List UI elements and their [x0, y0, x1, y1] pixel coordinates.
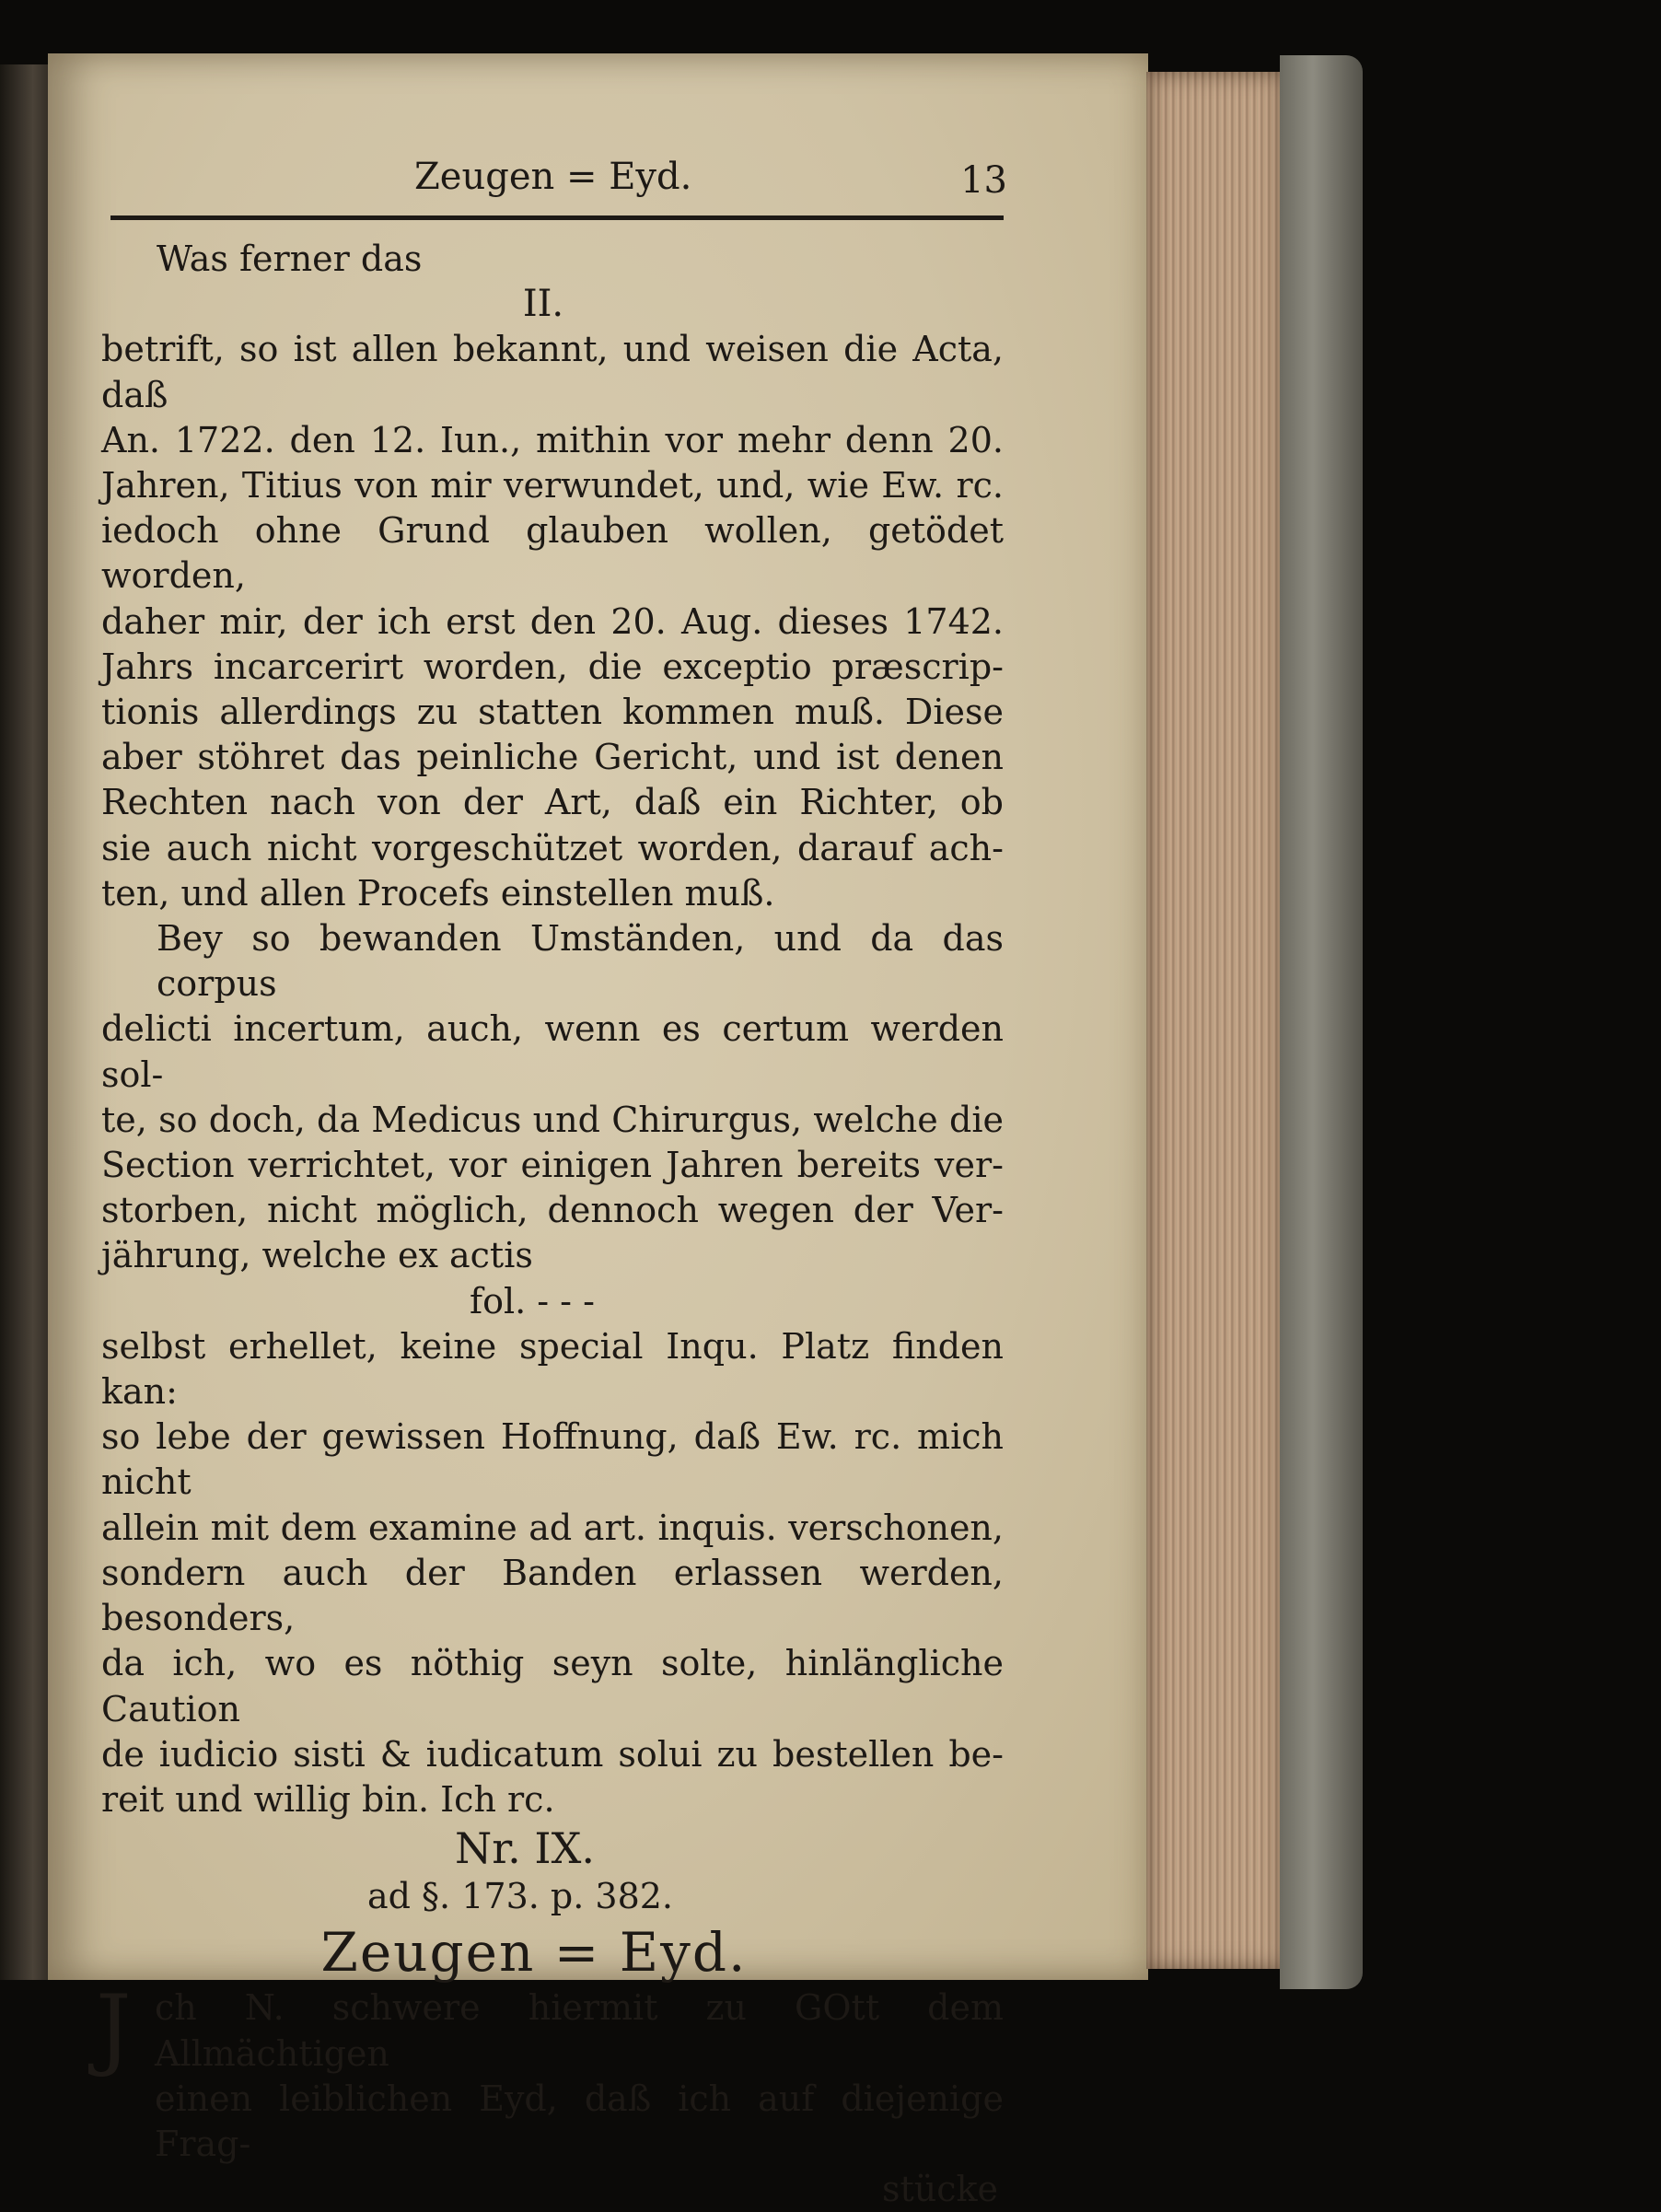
text-line: An. 1722. den 12. Iun., mithin vor mehr denn 20. — [101, 419, 1004, 460]
oath-paragraph — [96, 1976, 1004, 2167]
text-line: sie auch nicht vorgeschützet worden, darauf ach- — [101, 827, 1004, 868]
oath-title: Zeugen = Eyd. — [320, 1921, 748, 1985]
text-line: daher mir, der ich erst den 20. Aug. dieses 1742. — [101, 600, 1004, 642]
book-cover-edge — [1280, 55, 1363, 1989]
text-line: Jahrs incarcerirt worden, die exceptio præscrip- — [101, 646, 1004, 687]
header-rule — [110, 215, 1004, 220]
catchword: stücke — [881, 2169, 998, 2210]
running-head — [101, 147, 1007, 215]
text-line: einen leiblichen Eyd, daß ich auf diejenige Frag- — [155, 2078, 1004, 2164]
text-line: Rechten nach von der Art, daß ein Richter, ob — [101, 782, 1004, 823]
page-stack-edge — [1146, 72, 1284, 1969]
text-line: aber stöhret das peinliche Gericht, und ist denen — [101, 737, 1004, 778]
text-line: jährung, welche ex actis — [101, 1235, 533, 1276]
text-line: te, so doch, da Medicus und Chirurgus, welche die — [101, 1099, 1004, 1140]
text-line: iedoch ohne Grund glauben wollen, getödet worden, — [101, 510, 1004, 597]
text-line: Section verrichtet, vor einigen Jahren bereits ver- — [101, 1145, 1004, 1186]
text-line: da ich, wo es nöthig seyn solte, hinlängliche Caution — [101, 1643, 1004, 1729]
drop-cap: J — [96, 1976, 132, 2080]
paragraph-2 — [101, 916, 1004, 1279]
page-text — [96, 147, 1007, 2212]
text-line: Bey so bewanden Umständen, und da das corpus — [157, 918, 1004, 1005]
text-line: reit und willig bin. Ich rc. — [101, 1778, 555, 1820]
section-number-heading: Nr. IX. — [455, 1823, 595, 1874]
text-line: delicti incertum, auch, wenn es certum werden sol- — [101, 1008, 1004, 1095]
text-line: tionis allerdings zu statten kommen muß. Diese — [101, 692, 1004, 733]
text-line: ch N. schwere hiermit zu GOtt dem Allmächtigen — [155, 1987, 1004, 2074]
text-line: sondern auch der Banden erlassen werden, besonders, — [101, 1552, 1004, 1639]
paragraph-3 — [101, 1324, 1004, 1822]
text-line: ten, und allen Procefs einstellen muß. — [101, 872, 775, 914]
text-line: selbst erhellet, keine special Inqu. Platz finden kan: — [101, 1325, 1004, 1413]
text-line: de iudicio sisti & iudicatum solui zu bestellen be- — [101, 1733, 1004, 1775]
text-line: betrift, so ist allen bekannt, und weisen die Acta, daß — [101, 329, 1004, 415]
folio-reference: fol. - - - — [470, 1280, 595, 1321]
text-line: Jahren, Titius von mir verwundet, und, wie Ew. rc. — [101, 465, 1004, 506]
text-line: storben, nicht möglich, dennoch wegen der Ver- — [101, 1190, 1004, 1231]
section-numeral: II. — [522, 283, 564, 326]
text-line: so lebe der gewissen Hoffnung, daß Ew. rc. mich nicht — [101, 1416, 1004, 1503]
text-line: allein mit dem examine ad art. inquis. verschonen, — [101, 1507, 1004, 1548]
reference-line: ad §. 173. p. 382. — [367, 1876, 673, 1917]
facing-page-edge — [0, 64, 55, 1980]
page-number: 13 — [960, 159, 1007, 202]
paragraph-1 — [101, 327, 1004, 916]
running-title: Zeugen = Eyd. — [414, 156, 692, 198]
section-intro: Was ferner das — [157, 239, 423, 279]
